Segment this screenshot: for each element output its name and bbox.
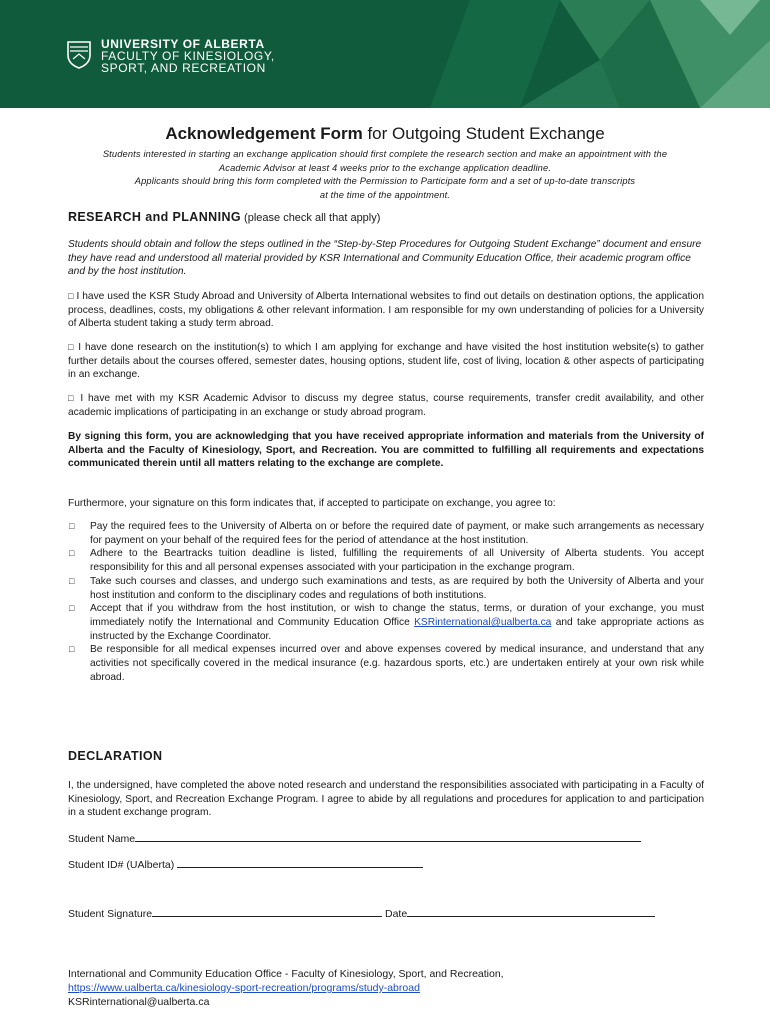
footer-email: KSRinternational@ualberta.ca [68,996,210,1008]
student-id-row [68,856,423,871]
faculty-name-line1: FACULTY OF KINESIOLOGY, [101,49,275,63]
research-item-text: I have met with my KSR Academic Advisor to discuss my degree status, course requirements, transfer credit availability, and other academic implications of participating in an exchange or study abroad program. [68,393,705,418]
intro-text [30,148,740,202]
checkbox-icon[interactable]: □ [68,291,74,301]
agreement-text: Take such courses and classes, and undergo such examinations and tests, as are required by both the University of Alberta and your host institution and conform to the disciplinary codes and regulations of both institutions. [90,575,704,601]
checkbox-icon[interactable]: □ [69,644,75,655]
declaration-heading [68,750,704,765]
agreement-list [68,520,704,684]
signature-label: Student Signature [68,908,153,920]
agreement-text-after: and take appropriate actions as instructed by the Exchange Coordinator. [90,616,704,642]
research-checkbox-item[interactable] [68,341,704,382]
student-id-label: Student ID# (UAlberta) [68,859,178,871]
footer-url-link[interactable]: https://www.ualberta.ca/kinesiology-sport-recreation/programs/study-abroad [68,982,420,994]
footer-contact [68,967,504,1009]
research-item-text: I have used the KSR Study Abroad and University of Alberta International websites to find out details on destination options, the application process, deadlines, costs, my obligations & other relevant information. I am responsible for my own understanding of policies for a University of Alberta student taking a study term abroad. [68,291,704,330]
date-field[interactable] [407,905,655,917]
checkbox-icon[interactable]: □ [69,603,75,614]
intro-line: Applicants should bring this form completed with the Permission to Participate form and a set of up-to-date transcripts [134,176,636,186]
research-instructions: Students should obtain and follow the steps outlined in the “Step-by-Step Procedures for Outgoing Student Exchange” document and ensure they have read and understood all material provided by KSR International and Community Education Office, their academic program office and by the host institution. [68,239,702,278]
signature-row [68,905,655,920]
research-heading-note: (please check all that apply) [241,212,381,224]
checkbox-icon[interactable]: □ [69,548,75,559]
agreement-text: Be responsible for all medical expenses incurred over and above expenses covered by medical insurance, and understand that any activities not specifically covered in the medical insurance (e.g. hazardous sports, etc.) are undertaken entirely at your own risk while abroad. [90,644,704,683]
signature-field[interactable] [152,905,382,917]
intro-line: Academic Advisor at least 4 weeks prior to the exchange application deadline. [218,162,552,173]
student-name-label: Student Name [68,833,136,845]
form-title [0,124,770,144]
university-name: UNIVERSITY OF ALBERTA [101,37,265,51]
research-heading [68,211,704,226]
agreement-item [68,575,704,602]
agreement-item [68,602,704,643]
checkbox-icon[interactable]: □ [68,342,75,352]
declaration-heading-title: DECLARATION [68,749,163,763]
checkbox-icon[interactable]: □ [69,575,75,586]
agreement-text: Pay the required fees to the University of Alberta on or before the required date of payment, or make such arrangements as necessary for payment on your behalf of the required fees for the period of attendance at the host institution. [90,521,704,546]
ksr-email-link[interactable]: KSRinternational@ualberta.ca [414,616,552,628]
header-banner [0,0,770,108]
research-item-text: I have done research on the institution(s) to which I am applying for exchange and have visited the host institution website(s) to gather further details about the courses offered, semester dates, housing options, student life, cost of living, location & other aspects of participating in an exchange. [68,342,705,381]
agreement-item [68,520,704,547]
checkbox-icon[interactable]: □ [69,521,75,531]
student-name-row [68,830,641,845]
student-id-field[interactable] [177,856,423,868]
research-checkbox-item[interactable] [68,392,704,419]
intro-line: Students interested in starting an exchange application should first complete the research section and make an appointment with the [102,149,668,159]
acknowledgement-statement: By signing this form, you are acknowledging that you have received appropriate information and materials from the University of Alberta and the Faculty of Kinesiology, Sport, and Recreation. You are committed to fulfilling all requirements and expectations communicated therein until all matters relating to the exchange are complete. [68,431,704,470]
form-title-bold: Acknowledgement Form [165,124,363,143]
agreement-item [68,643,704,684]
research-checkbox-item[interactable] [68,290,704,331]
faculty-name-line2: SPORT, AND RECREATION [101,61,266,75]
date-label: Date [382,908,408,920]
checkbox-icon[interactable]: □ [68,393,76,403]
form-title-rest: for Outgoing Student Exchange [362,124,605,143]
agreement-item [68,547,704,574]
agreement-text-before: Accept that if you withdraw from the host institution, or wish to change the status, terms, or duration of your exchange, you must immediately notify the International and Community Education Office [90,603,704,628]
research-heading-title: RESEARCH and PLANNING [68,210,241,224]
university-crest-icon [66,39,92,69]
intro-line: at the time of the appointment. [319,189,451,200]
university-logo[interactable] [66,38,275,74]
student-name-field[interactable] [135,830,641,842]
agreement-text: Adhere to the Beartracks tuition deadline is listed, fulfilling the requirements of all University of Alberta students. You accept responsibility for this and all personal expenses associated with your participation in the exchange program. [90,548,704,574]
furthermore-statement: Furthermore, your signature on this form indicates that, if accepted to participate on exchange, you agree to: [68,498,556,509]
declaration-text: I, the undersigned, have completed the above noted research and understand the responsibilities associated with participating in a Faculty of Kinesiology, Sport, and Recreation Exchange Program. I agree to abide by all regulations and procedures for application to and participation in a student exchange program. [68,780,704,819]
footer-office: International and Community Education Office - Faculty of Kinesiology, Sport, and Recreation, [68,968,504,980]
